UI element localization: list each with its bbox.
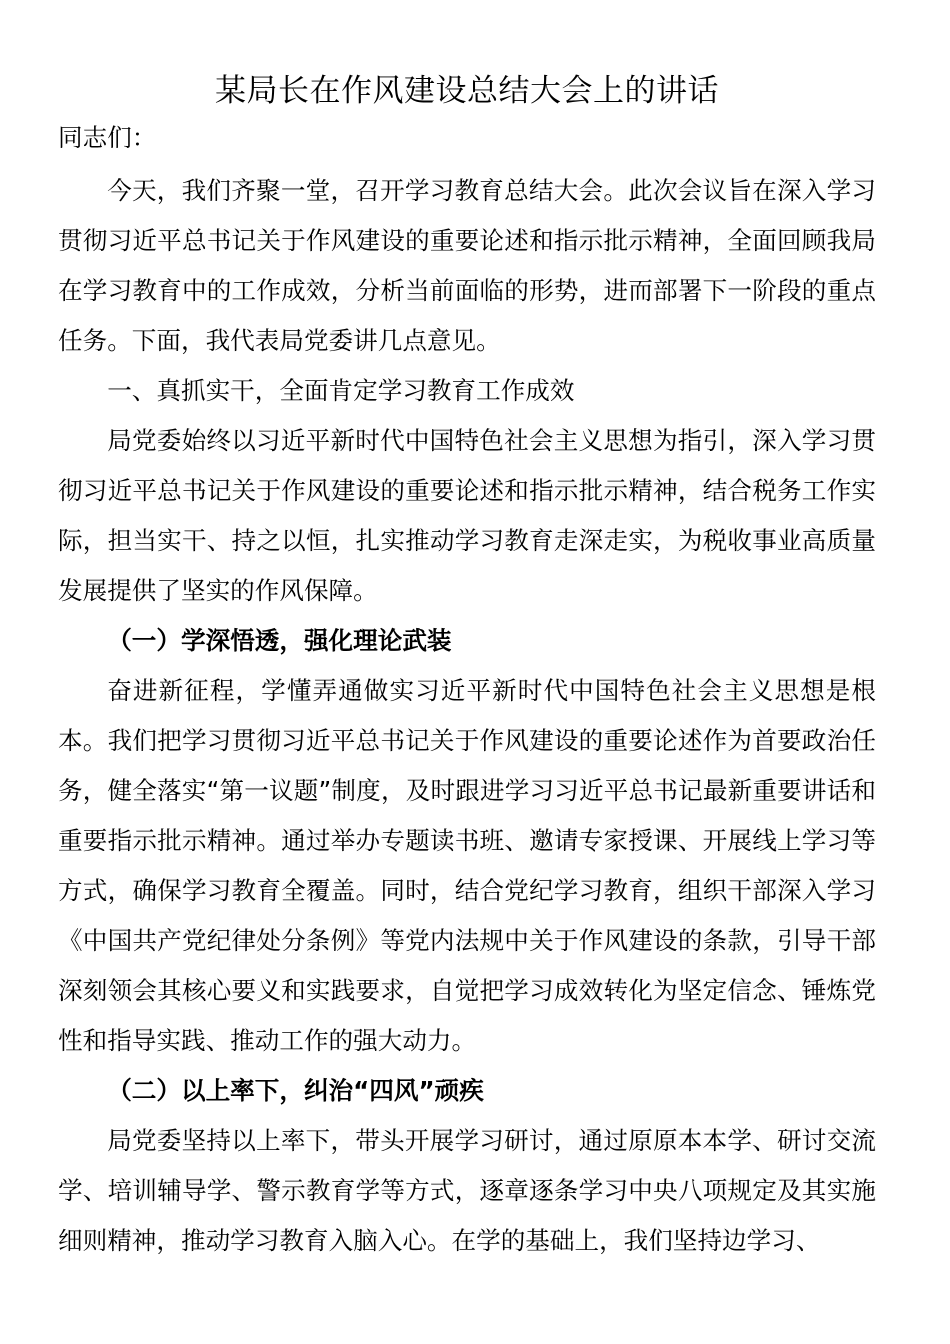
- document-title: 某局长在作风建设总结大会上的讲话: [215, 73, 719, 109]
- paragraph-section-one: 局党委始终以习近平新时代中国特色社会主义思想为指引，深入学习贯彻习近平总书记关于作风建设的重要论述和指示批示精神，结合税务工作实际，担当实干、持之以恒，扎实推动学习教育走深走实，为税收事业高质量发展提供了坚实的作风保障。: [58, 426, 876, 605]
- subheading-one: （一）学深悟透，强化理论武装: [107, 626, 452, 655]
- section-heading-one: 一、真抓实干，全面肯定学习教育工作成效: [107, 376, 575, 405]
- paragraph-intro: 今天，我们齐聚一堂，召开学习教育总结大会。此次会议旨在深入学习贯彻习近平总书记关于作风建设的重要论述和指示批示精神，全面回顾我局在学习教育中的工作成效，分析当前面临的形势，进而部署下一阶段的重点任务。下面，我代表局党委讲几点意见。: [58, 176, 876, 355]
- salutation: 同志们：: [58, 123, 157, 152]
- paragraph-subsection-one: 奋进新征程，学懂弄通做实习近平新时代中国特色社会主义思想是根本。我们把学习贯彻习近平总书记关于作风建设的重要论述作为首要政治任务，健全落实“第一议题”制度，及时跟进学习习近平总书记最新重要讲话和重要指示批示精神。通过举办专题读书班、邀请专家授课、开展线上学习等方式，确保学习教育全覆盖。同时，结合党纪学习教育，组织干部深入学习《中国共产党纪律处分条例》等党内法规中关于作风建设的条款，引导干部深刻领会其核心要义和实践要求，自觉把学习成效转化为坚定信念、锤炼党性和指导实践、推动工作的强大动力。: [58, 676, 876, 1055]
- document-page: [58, 62, 876, 1266]
- subheading-two: （二）以上率下，纠治“四风”顽疾: [107, 1076, 484, 1105]
- paragraph-subsection-two: 局党委坚持以上率下，带头开展学习研讨，通过原原本本学、研讨交流学、培训辅导学、警示教育学等方式，逐章逐条学习中央八项规定及其实施细则精神，推动学习教育入脑入心。在学的基础上，我们坚持边学习、: [58, 1126, 876, 1255]
